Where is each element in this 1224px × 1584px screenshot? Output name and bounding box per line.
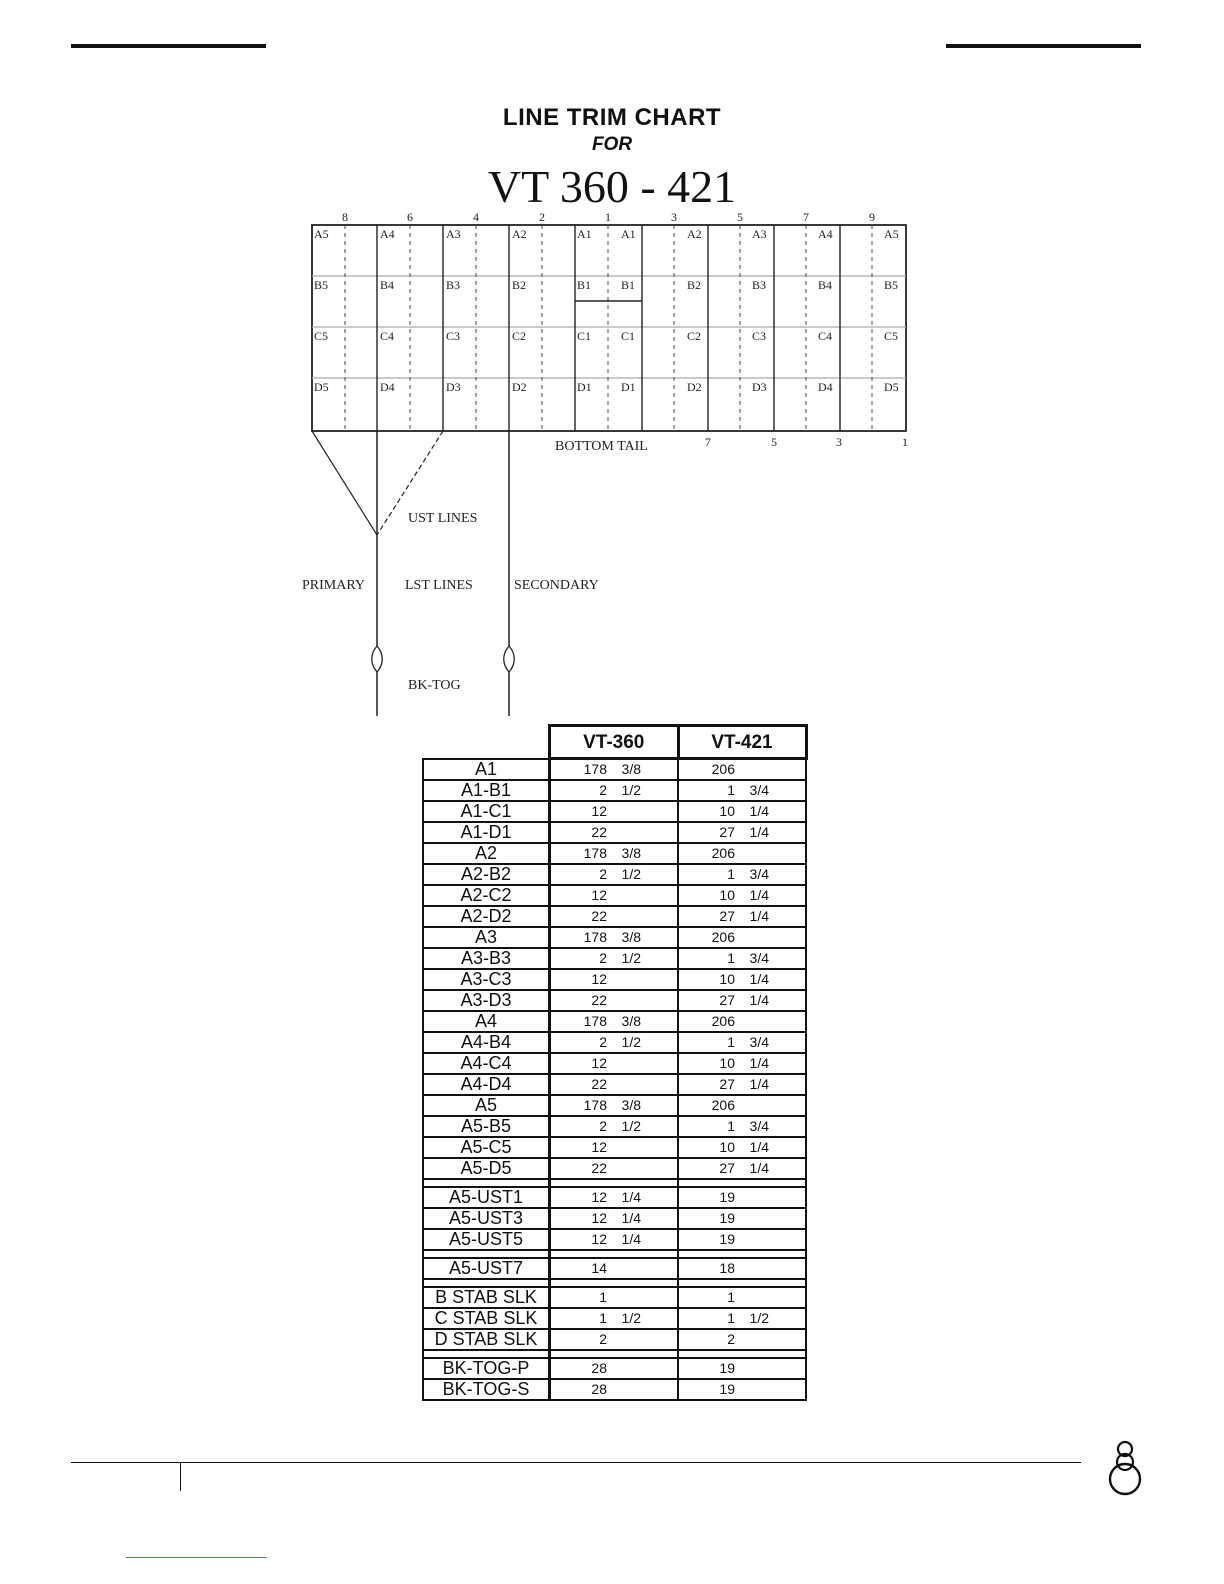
header-vt421: VT-421 [678, 726, 806, 759]
whole-value: 10 [719, 803, 735, 819]
vt360-value [550, 1287, 679, 1308]
row-label: A2-D2 [423, 906, 550, 927]
footer-link-underline[interactable] [126, 1557, 267, 1558]
vt360-value [550, 801, 679, 822]
vt421-value [678, 843, 806, 864]
whole-value: 1 [599, 1310, 607, 1326]
table-row [423, 1379, 806, 1400]
table-row [423, 1053, 806, 1074]
vt421-value [678, 1329, 806, 1350]
cell-label: B5 [314, 278, 329, 292]
lst-lines-label: LST LINES [405, 578, 473, 593]
vt360-value [550, 906, 679, 927]
vt421-value [678, 801, 806, 822]
whole-value: 22 [591, 1076, 607, 1092]
whole-value: 27 [719, 1160, 735, 1176]
row-label: A5-UST1 [423, 1187, 550, 1208]
whole-value: 10 [719, 1055, 735, 1071]
bottom-tail-number: 7 [705, 435, 711, 449]
vt360-value [550, 1116, 679, 1137]
row-label: A5-C5 [423, 1137, 550, 1158]
vt421-value [678, 864, 806, 885]
whole-value: 178 [583, 1013, 607, 1029]
table-row [423, 1158, 806, 1179]
fraction-value: 1/4 [749, 803, 769, 819]
whole-value: 206 [711, 761, 735, 777]
whole-value: 1 [727, 866, 735, 882]
table-row [423, 906, 806, 927]
vt421-value [678, 1358, 806, 1379]
row-label: A5-D5 [423, 1158, 550, 1179]
cell-label: C3 [752, 329, 767, 343]
group-gap-row [423, 1179, 806, 1187]
fraction-value: 1/4 [749, 1055, 769, 1071]
vt360-value [550, 1208, 679, 1229]
whole-value: 178 [583, 929, 607, 945]
cell-label: A4 [380, 227, 395, 241]
vt360-value [550, 948, 679, 969]
footer-rule [71, 1462, 1081, 1463]
table-row [423, 822, 806, 843]
fraction-value: 3/4 [749, 950, 769, 966]
cell-label: C1 [621, 329, 636, 343]
top-number-label: 8 [342, 210, 348, 224]
cell-label: D4 [818, 380, 833, 394]
fraction-value: 3/8 [621, 1013, 641, 1029]
row-label: D STAB SLK [423, 1329, 550, 1350]
cell-label: B2 [512, 278, 527, 292]
cell-label: D3 [446, 380, 461, 394]
whole-value: 22 [591, 824, 607, 840]
whole-value: 206 [711, 929, 735, 945]
fraction-value: 3/8 [621, 845, 641, 861]
table-corner [423, 726, 550, 759]
whole-value: 27 [719, 824, 735, 840]
vt421-value [678, 885, 806, 906]
top-number-label: 3 [671, 210, 677, 224]
whole-value: 1 [727, 782, 735, 798]
fraction-value: 1/2 [621, 1310, 641, 1326]
whole-value: 10 [719, 971, 735, 987]
vt421-value [678, 759, 806, 781]
vt421-value [678, 969, 806, 990]
row-label: A1-B1 [423, 780, 550, 801]
whole-value: 206 [711, 1013, 735, 1029]
whole-value: 28 [591, 1360, 607, 1376]
group-gap-row [423, 1279, 806, 1287]
vt421-value [678, 1032, 806, 1053]
fraction-value: 1/2 [621, 1118, 641, 1134]
fraction-value: 1/2 [621, 782, 641, 798]
whole-value: 12 [591, 803, 607, 819]
vt421-value [678, 1379, 806, 1400]
cell-label: D2 [687, 380, 702, 394]
cell-label: D5 [314, 380, 329, 394]
cell-label: D4 [380, 380, 395, 394]
whole-value: 12 [591, 1210, 607, 1226]
top-number-label: 9 [869, 210, 875, 224]
chart-subtitle: FOR [591, 134, 633, 155]
fraction-value: 1/4 [621, 1189, 641, 1205]
vt360-value [550, 1053, 679, 1074]
table-row [423, 1258, 806, 1279]
whole-value: 22 [591, 1160, 607, 1176]
fraction-value: 1/4 [749, 908, 769, 924]
fraction-value: 1/2 [749, 1310, 769, 1326]
row-label: BK-TOG-S [423, 1379, 550, 1400]
row-label: A4-D4 [423, 1074, 550, 1095]
trim-table [422, 724, 808, 1401]
vt421-value [678, 990, 806, 1011]
vt421-value [678, 927, 806, 948]
cell-label: A3 [752, 227, 767, 241]
whole-value: 1 [727, 1118, 735, 1134]
whole-value: 178 [583, 845, 607, 861]
cell-label: C5 [884, 329, 899, 343]
bottom-tail-number: 5 [771, 435, 777, 449]
row-label: A4 [423, 1011, 550, 1032]
vt360-value [550, 1258, 679, 1279]
whole-value: 28 [591, 1381, 607, 1397]
whole-value: 2 [599, 1034, 607, 1050]
cell-label: B3 [446, 278, 461, 292]
line-diagram [0, 0, 1224, 730]
bottom-tail-label: BOTTOM TAIL [555, 439, 648, 454]
fraction-value: 1/4 [749, 1139, 769, 1155]
vt360-value [550, 1187, 679, 1208]
row-label: A1 [423, 759, 550, 781]
top-number-label: 2 [539, 210, 545, 224]
vt360-value [550, 1358, 679, 1379]
vt360-value [550, 969, 679, 990]
row-label: A5-B5 [423, 1116, 550, 1137]
whole-value: 10 [719, 1139, 735, 1155]
row-label: A2-C2 [423, 885, 550, 906]
vt421-value [678, 1229, 806, 1250]
whole-value: 178 [583, 1097, 607, 1113]
whole-value: 12 [591, 1231, 607, 1247]
cell-label: A5 [884, 227, 899, 241]
group-gap-row [423, 1250, 806, 1258]
whole-value: 2 [599, 866, 607, 882]
cell-label: C5 [314, 329, 329, 343]
vt421-value [678, 1308, 806, 1329]
cell-label: C2 [512, 329, 527, 343]
row-label: B STAB SLK [423, 1287, 550, 1308]
fraction-value: 3/8 [621, 929, 641, 945]
row-label: A2-B2 [423, 864, 550, 885]
whole-value: 2 [599, 950, 607, 966]
fraction-value: 3/4 [749, 1034, 769, 1050]
whole-value: 22 [591, 992, 607, 1008]
table-row [423, 969, 806, 990]
whole-value: 206 [711, 1097, 735, 1113]
cell-label: B4 [818, 278, 833, 292]
vt421-value [678, 1053, 806, 1074]
whole-value: 2 [599, 782, 607, 798]
ust-lines-label: UST LINES [408, 511, 478, 526]
whole-value: 1 [727, 1289, 735, 1305]
whole-value: 206 [711, 845, 735, 861]
row-label: A3 [423, 927, 550, 948]
fraction-value: 1/2 [621, 866, 641, 882]
vt421-value [678, 906, 806, 927]
whole-value: 1 [727, 1310, 735, 1326]
table-row [423, 1329, 806, 1350]
whole-value: 14 [591, 1260, 607, 1276]
vt421-value [678, 1116, 806, 1137]
row-label: A4-B4 [423, 1032, 550, 1053]
vt360-value [550, 990, 679, 1011]
table-row [423, 948, 806, 969]
primary-line-left [312, 431, 377, 535]
whole-value: 2 [599, 1118, 607, 1134]
bk-tog-label: BK-TOG [408, 678, 461, 693]
whole-value: 27 [719, 908, 735, 924]
whole-value: 12 [591, 887, 607, 903]
fraction-value: 1/4 [749, 824, 769, 840]
fraction-value: 1/2 [621, 1034, 641, 1050]
whole-value: 19 [719, 1210, 735, 1226]
vt360-value [550, 1095, 679, 1116]
vt421-value [678, 1208, 806, 1229]
table-row [423, 927, 806, 948]
cell-label: D2 [512, 380, 527, 394]
primary-label: PRIMARY [302, 578, 366, 593]
table-row [423, 780, 806, 801]
table-row [423, 1229, 806, 1250]
table-row [423, 1032, 806, 1053]
row-label: BK-TOG-P [423, 1358, 550, 1379]
vt360-value [550, 927, 679, 948]
row-label: A3-C3 [423, 969, 550, 990]
cell-label: B3 [752, 278, 767, 292]
vt360-value [550, 759, 679, 781]
whole-value: 2 [727, 1331, 735, 1347]
cell-label: B5 [884, 278, 899, 292]
cell-label: A3 [446, 227, 461, 241]
cell-label: B2 [687, 278, 702, 292]
cell-label: B1 [577, 278, 592, 292]
fraction-value: 1/4 [749, 971, 769, 987]
table-row [423, 1208, 806, 1229]
whole-value: 19 [719, 1189, 735, 1205]
vt421-value [678, 780, 806, 801]
vt360-value [550, 1158, 679, 1179]
vt421-value [678, 1011, 806, 1032]
fraction-value: 1/4 [621, 1210, 641, 1226]
vt421-value [678, 948, 806, 969]
table-row [423, 1011, 806, 1032]
whole-value: 27 [719, 1076, 735, 1092]
table-row [423, 1187, 806, 1208]
fraction-value: 3/4 [749, 1118, 769, 1134]
bottom-tail-number: 3 [836, 435, 842, 449]
vt421-value [678, 1074, 806, 1095]
vt421-value [678, 1095, 806, 1116]
cell-label: A5 [314, 227, 329, 241]
cell-label: D1 [577, 380, 592, 394]
vt360-value [550, 885, 679, 906]
vt360-value [550, 1308, 679, 1329]
cell-label: C1 [577, 329, 592, 343]
table-row [423, 1137, 806, 1158]
toggle-secondary-icon [504, 646, 515, 672]
row-label: A5-UST7 [423, 1258, 550, 1279]
whole-value: 2 [599, 1331, 607, 1347]
row-label: A5-UST3 [423, 1208, 550, 1229]
fraction-value: 3/8 [621, 761, 641, 777]
fraction-value: 1/2 [621, 950, 641, 966]
fraction-value: 3/4 [749, 866, 769, 882]
whole-value: 12 [591, 971, 607, 987]
row-label: A3-B3 [423, 948, 550, 969]
group-gap-row [423, 1350, 806, 1358]
table-row [423, 843, 806, 864]
vt421-value [678, 1187, 806, 1208]
cell-label: A1 [577, 227, 592, 241]
cell-label: D5 [884, 380, 899, 394]
cell-label: C4 [818, 329, 833, 343]
vt360-value [550, 1229, 679, 1250]
table-row [423, 1116, 806, 1137]
row-label: A5-UST5 [423, 1229, 550, 1250]
top-number-label: 1 [605, 210, 611, 224]
cell-label: A1 [621, 227, 636, 241]
cell-label: D1 [621, 380, 636, 394]
whole-value: 178 [583, 761, 607, 777]
whole-value: 22 [591, 908, 607, 924]
whole-value: 1 [727, 950, 735, 966]
table-row [423, 1308, 806, 1329]
header-vt360: VT-360 [550, 726, 679, 759]
toggle-primary-icon [372, 646, 383, 672]
table-row [423, 990, 806, 1011]
cell-label: B1 [621, 278, 636, 292]
fraction-value: 1/4 [621, 1231, 641, 1247]
cell-label: C3 [446, 329, 461, 343]
row-label: A3-D3 [423, 990, 550, 1011]
whole-value: 19 [719, 1381, 735, 1397]
table-row [423, 864, 806, 885]
canopy-frame [312, 225, 906, 431]
cell-label: B4 [380, 278, 395, 292]
whole-value: 12 [591, 1055, 607, 1071]
table-row [423, 1095, 806, 1116]
row-label: A1-C1 [423, 801, 550, 822]
vt360-value [550, 1032, 679, 1053]
fraction-value: 1/4 [749, 1160, 769, 1176]
table-row [423, 759, 806, 781]
cell-label: C2 [687, 329, 702, 343]
whole-value: 18 [719, 1260, 735, 1276]
chart-title: LINE TRIM CHART [502, 104, 722, 131]
cell-label: A4 [818, 227, 833, 241]
whole-value: 1 [727, 1034, 735, 1050]
table-row [423, 1074, 806, 1095]
top-number-label: 5 [737, 210, 743, 224]
row-label: A5 [423, 1095, 550, 1116]
fraction-value: 1/4 [749, 1076, 769, 1092]
vt360-value [550, 1329, 679, 1350]
cell-label: A2 [512, 227, 527, 241]
row-label: A1-D1 [423, 822, 550, 843]
snowman-logo-icon [1106, 1440, 1144, 1503]
vt421-value [678, 1137, 806, 1158]
vt360-value [550, 843, 679, 864]
fraction-value: 3/4 [749, 782, 769, 798]
fraction-value: 1/4 [749, 992, 769, 1008]
whole-value: 19 [719, 1360, 735, 1376]
fraction-value: 1/4 [749, 887, 769, 903]
cell-label: D3 [752, 380, 767, 394]
table-row [423, 1358, 806, 1379]
vt421-value [678, 1287, 806, 1308]
row-label: C STAB SLK [423, 1308, 550, 1329]
cell-label: A2 [687, 227, 702, 241]
vt360-value [550, 864, 679, 885]
bottom-tail-number: 1 [902, 435, 908, 449]
table-row [423, 885, 806, 906]
row-label: A4-C4 [423, 1053, 550, 1074]
vt360-value [550, 1011, 679, 1032]
vt421-value [678, 822, 806, 843]
whole-value: 10 [719, 887, 735, 903]
vt360-value [550, 1074, 679, 1095]
vt421-value [678, 1258, 806, 1279]
row-label: A2 [423, 843, 550, 864]
whole-value: 19 [719, 1231, 735, 1247]
whole-value: 27 [719, 992, 735, 1008]
vt360-value [550, 1137, 679, 1158]
table-row [423, 801, 806, 822]
fraction-value: 3/8 [621, 1097, 641, 1113]
table-row [423, 1287, 806, 1308]
vt421-value [678, 1158, 806, 1179]
top-number-label: 6 [407, 210, 413, 224]
footer-divider [180, 1462, 181, 1491]
whole-value: 12 [591, 1139, 607, 1155]
secondary-label: SECONDARY [514, 578, 599, 593]
vt360-value [550, 822, 679, 843]
vt360-value [550, 780, 679, 801]
model-title: VT 360 - 421 [487, 161, 737, 212]
whole-value: 12 [591, 1189, 607, 1205]
cell-label: C4 [380, 329, 395, 343]
top-number-label: 7 [803, 210, 809, 224]
vt360-value [550, 1379, 679, 1400]
whole-value: 1 [599, 1289, 607, 1305]
top-number-label: 4 [473, 210, 479, 224]
